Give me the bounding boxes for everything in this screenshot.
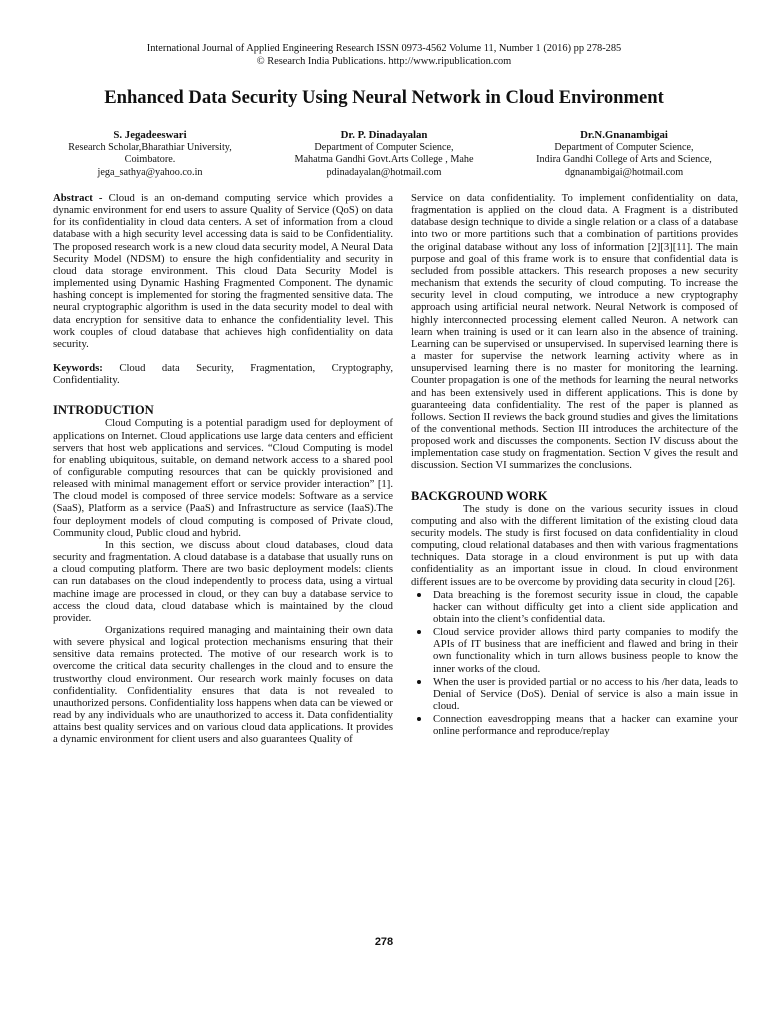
- paper-title: Enhanced Data Security Using Neural Network in Cloud Environment: [104, 87, 664, 108]
- abstract-label: Abstract -: [53, 192, 103, 204]
- left-column: [53, 192, 393, 746]
- author-name: S. Jegadeeswari: [113, 129, 187, 141]
- journal-header: [0, 42, 768, 68]
- author-email: jega_sathya@yahoo.co.in: [97, 166, 203, 178]
- list-item: When the user is provided partial or no access to his /her data, leads to Denial of Service (DoS). Denial of service is also a main issue in cloud.: [433, 675, 738, 713]
- author-block-1: [40, 129, 260, 179]
- author-affiliation: Coimbatore.: [124, 154, 176, 166]
- keywords-text: Cloud data Security, Fragmentation, Cryptography, Confidentiality.: [53, 362, 393, 387]
- list-item: Cloud service provider allows third party companies to modify the APIs of IT business that are inefficient and flawed and bring in their own functionality which in turn allows business people to know the inner works of the cloud.: [433, 626, 738, 675]
- author-email: pdinadayalan@hotmail.com: [326, 166, 442, 178]
- journal-citation: International Journal of Applied Engineering Research ISSN 0973-4562 Volume 11, Number 1 (2016) pp 278-285: [146, 43, 622, 54]
- issue-list: [411, 589, 738, 738]
- abstract: [53, 192, 393, 350]
- author-block-2: [274, 129, 494, 179]
- author-affiliation: Department of Computer Science,: [314, 141, 454, 153]
- author-affiliation: Research Scholar,Bharathiar University,: [68, 141, 232, 153]
- intro-paragraph-3: Organizations required managing and maintaining their own data with severe physical and logical protection mechanisms ensuring that their sensitive data remains protected. The motive of our research work is to overcome the critical data security challenges in the cloud and to ensure the trustworthy cloud environment. Our research work mainly focuses on data confidentiality. Confidentiality ensures that data is not revealed to unauthorized persons. Confidentiality loss happens when data can be viewed or read by any individuals who are unauthorized to access it. Data confidentiality attains best quality services and on various cloud data applications. It provides a dynamic environment for client users and also guarantees Quality of: [53, 624, 393, 746]
- author-affiliation: Department of Computer Science,: [554, 141, 694, 153]
- page-number: 278: [374, 936, 394, 948]
- list-item: Data breaching is the foremost security issue in cloud, the capable hacker can without difficulty get into a client side application and obtain into the client’s confidential data.: [433, 588, 738, 625]
- intro-paragraph-4: Service on data confidentiality. To implement confidentiality on data, fragmentation is applied on the cloud data. A Fragment is a distributed database design technique to divide a single relation or a class of a database into two or more partitions such that a combination of partitions provides the original database without any loss of information [2][3][11]. The main purpose and goal of this frame work is to ensure that confidential data is secluded from possible attackers. This research proposes a new security mechanism that extends the security of cloud computing. To increase the security level in cloud computing, we introduce a new cryptography approach using artificial neural network. Neural Network is composed of highly interconnected processing element called Neuron. A network can learn when training is used or it can learn also in the absence of training. Learning can be supervised or unsupervised. In supervised learning there is a master for supervise the network learning activity where as in unsupervised learning there is no master for monitoring the learning. Counter propagation is one of the methods for learning the neural networks and has been extensively used in different applications. This is done by guaranteeing data confidentiality. The rest of the paper is planned as follows. Section II reviews the back ground studies and gives the limitations of the conventional methods. Section III introduces the architecture of the proposed work and discusses the components. Section IV discuss about the implementation case study on fragmentation. Section V gives the result and discussion. Section VI summarizes the conclusions.: [411, 192, 738, 472]
- author-affiliation: Indira Gandhi College of Arts and Science,: [536, 154, 712, 166]
- keywords: [53, 362, 393, 386]
- author-block-3: [508, 129, 740, 179]
- list-item: Connection eavesdropping means that a hacker can examine your online performance and reproduce/replay: [433, 713, 738, 738]
- intro-paragraph-2: In this section, we discuss about cloud databases, cloud data security and fragmentation. A cloud database is a database that usually runs on a cloud computing platform. There are two basic deployment models: clients can run databases on the cloud independently to process data, using a virtual machine image are processed in cloud, or they can buy a database service to access the cloud data, cloud database which is maintained by the cloud provider.: [53, 538, 393, 624]
- section-heading-introduction: INTRODUCTION: [53, 403, 154, 418]
- author-name: Dr.N.Gnanambigai: [580, 129, 668, 141]
- keywords-label: Keywords:: [53, 362, 103, 375]
- background-paragraph-1: The study is done on the various security issues in cloud computing and also with the different limitation of the existing cloud data security models. The study is first focused on data confidentiality in cloud computing, cloud relational databases and then with various fragmentations techniques. Data storage in a cloud environment is put up with data confidentiality as an important issue in cloud. In cloud environment different issues are to be overcome by providing data security in cloud [26].: [411, 502, 738, 588]
- abstract-text: Cloud is an on-demand computing service which provides a dynamic environment for end users to assure Quality of Service (QoS) on data for its confidentiality in cloud data centers. A set of information from a cloud database with a high security level accessing data is said to be Confidentiality. The proposed research work is a new cloud data security model, A Neural Data Security Model (NDSM) to ensure the high confidentiality and security in cloud data storage environment. This cloud Data Security Model is implemented using Dynamic Hashing Fragmented Component. The dynamic hashing concept is implemented for storing the fragmented sensitive data. The neural cryptographic algorithm is used in the data security model to deal with data encryption for sensitive data to enhance the confidentiality level. This work couples of cloud database that achieves high confidentiality on data security.: [53, 192, 393, 350]
- author-affiliation: Mahatma Gandhi Govt.Arts College , Mahe: [294, 154, 474, 166]
- right-column: [411, 192, 738, 739]
- intro-paragraph-1: Cloud Computing is a potential paradigm used for deployment of applications on Internet. Cloud applications use large data centers and efficient servers that host web applications and services. “Cloud Computing is model for enabling ubiquitous, suitable, on demand network access to a shared pool of configurable computing resources that can be quickly provisioned and released with minimal management effort or service provider interaction” [1]. The cloud model is composed of three service models: Software as a service (SaaS), Platform as a service (PaaS) and Infrastructure as service (IaaS).The four deployment models of cloud computing is composed of Private cloud, Community cloud, Public cloud and hybrid.: [53, 417, 393, 539]
- section-heading-background: BACKGROUND WORK: [411, 488, 548, 503]
- author-email: dgnanambigai@hotmail.com: [564, 166, 684, 178]
- author-name: Dr. P. Dinadayalan: [340, 129, 428, 141]
- publisher-line: © Research India Publications. http://www.ripublication.com: [256, 56, 512, 67]
